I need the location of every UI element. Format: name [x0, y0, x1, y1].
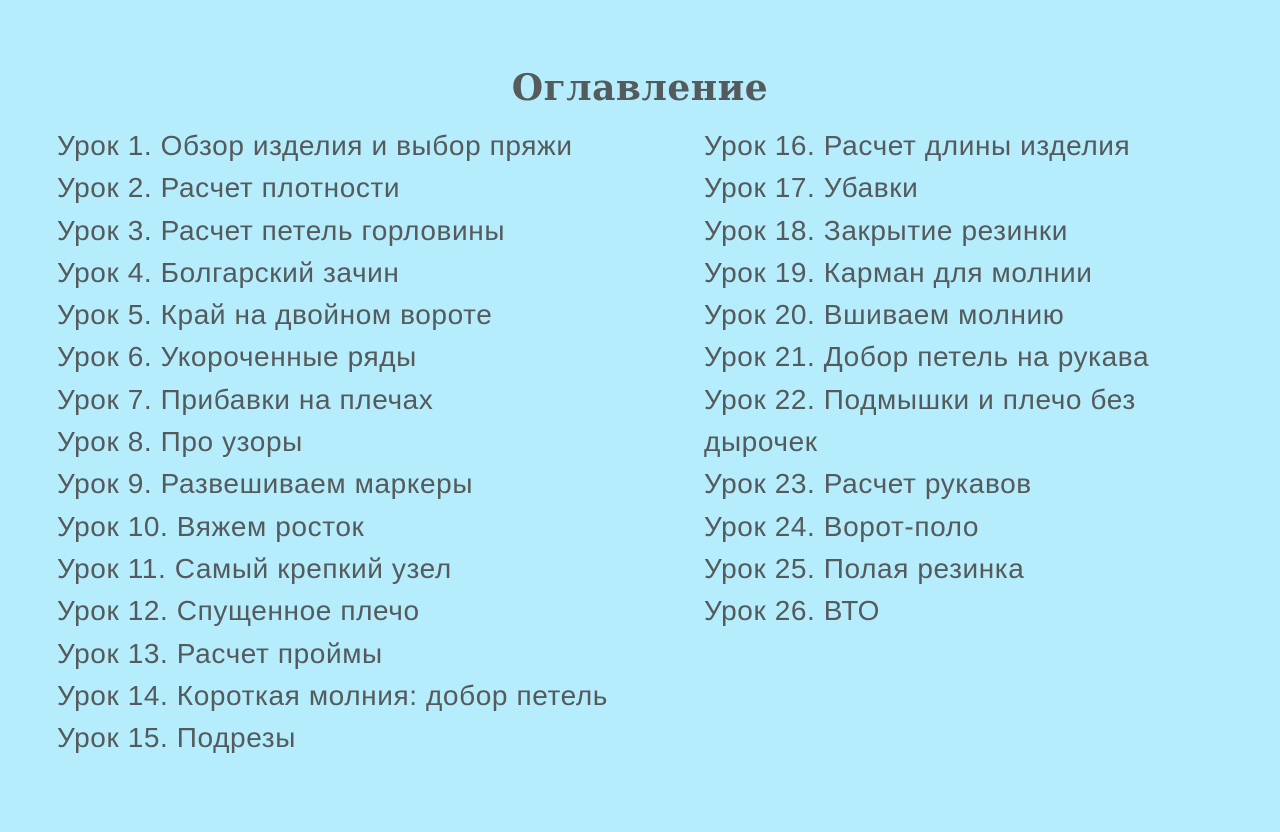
lesson-item: Урок 15. Подрезы: [57, 722, 296, 754]
lesson-item: Урок 18. Закрытие резинки: [704, 214, 1069, 246]
lesson-item: Урок 12. Спущенное плечо: [57, 595, 420, 627]
lesson-item: Урок 7. Прибавки на плечах: [57, 383, 434, 415]
lesson-item: Урок 3. Расчет петель горловины: [57, 214, 506, 246]
lesson-item: Урок 13. Расчет проймы: [57, 637, 383, 669]
lesson-item: Урок 5. Край на двойном вороте: [57, 299, 493, 331]
lesson-item: Урок 9. Развешиваем маркеры: [57, 468, 474, 500]
lesson-item: Урок 17. Убавки: [704, 172, 919, 204]
lesson-item: Урок 11. Самый крепкий узел: [57, 552, 452, 584]
lesson-item: Урок 23. Расчет рукавов: [704, 468, 1032, 500]
lesson-item: Урок 19. Карман для молнии: [704, 256, 1093, 288]
lesson-item: Урок 6. Укороченные ряды: [57, 341, 417, 373]
lesson-item: Урок 21. Добор петель на рукава: [704, 341, 1150, 373]
lesson-item: Урок 1. Обзор изделия и выбор пряжи: [57, 130, 573, 161]
lesson-item: Урок 26. ВТО: [704, 595, 881, 627]
lesson-item: Урок 24. Ворот-поло: [704, 510, 980, 542]
lesson-item: Урок 16. Расчет длины изделия: [704, 130, 1131, 161]
lesson-list-right: [704, 125, 1244, 633]
lesson-item: Урок 22. Подмышки и плечо без дырочек: [704, 383, 1136, 458]
lesson-item: Урок 20. Вшиваем молнию: [704, 299, 1065, 331]
lesson-item: Урок 14. Короткая молния: добор петель: [57, 679, 608, 711]
lesson-item: Урок 4. Болгарский зачин: [57, 256, 400, 288]
lesson-item: Урок 10. Вяжем росток: [57, 510, 365, 542]
lesson-list-left: [57, 125, 657, 759]
lesson-item: Урок 8. Про узоры: [57, 426, 303, 458]
page-title: Оглавление: [511, 67, 769, 110]
lesson-item: Урок 25. Полая резинка: [704, 552, 1025, 584]
lesson-item: Урок 2. Расчет плотности: [57, 172, 401, 204]
